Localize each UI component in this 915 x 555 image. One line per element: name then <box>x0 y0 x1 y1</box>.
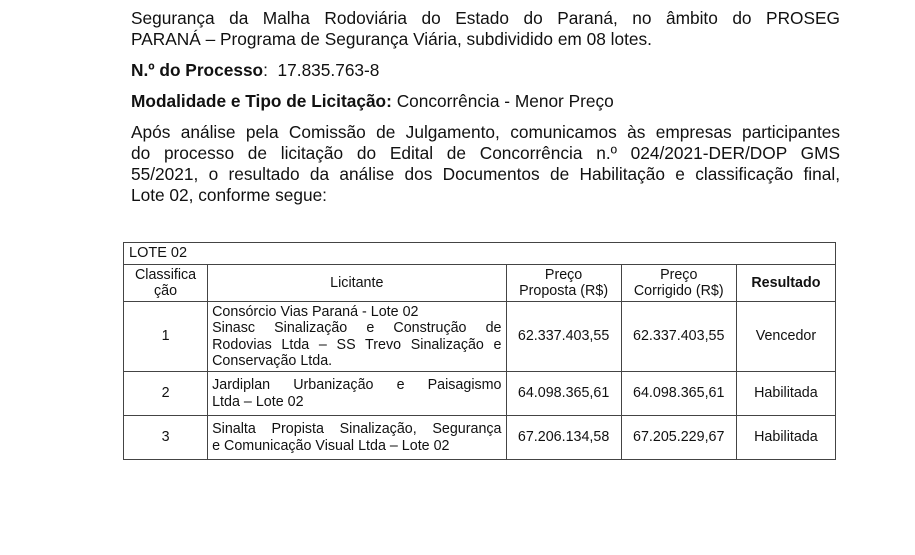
cell-classificacao: 1 <box>124 302 208 372</box>
cell-preco-corrigido: 64.098.365,61 <box>621 372 736 416</box>
cell-preco-proposta: 64.098.365,61 <box>506 372 621 416</box>
header-classificacao-line2: ção <box>154 283 178 299</box>
header-preco-proposta-line1: Preço <box>544 266 583 283</box>
modalidade-label: Modalidade e Tipo de Licitação: <box>131 91 392 111</box>
header-classificacao-line1: Classifica <box>134 266 197 283</box>
licitante-line: Sinasc Sinalização e Construção de <box>212 320 502 336</box>
licitante-line: Jardiplan Urbanização e Paisagismo <box>212 377 502 393</box>
cell-preco-corrigido: 62.337.403,55 <box>621 302 736 372</box>
cell-classificacao: 2 <box>124 372 208 416</box>
result-paragraph <box>131 122 840 206</box>
header-preco-proposta-line2: Proposta (R$) <box>519 283 609 299</box>
licitante-line: e Comunicação Visual Ltda – Lote 02 <box>212 437 450 454</box>
intro-paragraph <box>131 8 840 50</box>
licitante-line: Conservação Ltda. <box>212 353 333 369</box>
paragraph-line: Lote 02, conforme segue: <box>131 185 327 205</box>
cell-preco-proposta: 67.206.134,58 <box>506 416 621 460</box>
cell-resultado: Habilitada <box>736 372 835 416</box>
header-preco-corrigido <box>621 265 736 302</box>
cell-resultado: Habilitada <box>736 416 835 460</box>
header-classificacao <box>124 265 208 302</box>
paragraph-line: Após análise pela Comissão de Julgamento, comunicamos às empresas participantes <box>131 122 840 142</box>
intro-line: PARANÁ – Programa de Segurança Viária, subdividido em 08 lotes. <box>131 29 652 49</box>
paragraph-line: do processo de licitação do Edital de Concorrência n.º 024/2021-DER/DOP GMS <box>131 143 840 163</box>
cell-preco-proposta: 62.337.403,55 <box>506 302 621 372</box>
licitante-line: Ltda – Lote 02 <box>212 393 304 410</box>
header-preco-corrigido-line1: Preço <box>660 266 698 283</box>
paragraph-line: 55/2021, o resultado da análise dos Documentos de Habilitação e classificação final, <box>131 164 840 184</box>
table-row <box>124 302 836 372</box>
cell-licitante <box>208 372 506 416</box>
cell-licitante <box>208 302 506 372</box>
table-row <box>124 416 836 460</box>
intro-line: Segurança da Malha Rodoviária do Estado do Paraná, no âmbito do PROSEG <box>131 8 840 28</box>
table-row <box>124 372 836 416</box>
processo-field <box>131 60 840 81</box>
document-body <box>131 0 840 206</box>
licitante-line: Consórcio Vias Paraná - Lote 02 <box>212 303 419 320</box>
table-title-row <box>124 243 836 265</box>
header-resultado: Resultado <box>736 265 835 302</box>
modalidade-value: Concorrência - Menor Preço <box>396 91 614 111</box>
licitante-line: Rodovias Ltda – SS Trevo Sinalização e <box>212 336 502 353</box>
cell-licitante <box>208 416 506 460</box>
lote-results-table <box>123 242 836 460</box>
header-preco-proposta <box>506 265 621 302</box>
processo-label: N.º do Processo <box>131 60 264 80</box>
licitante-line: Sinalta Propista Sinalização, Segurança <box>212 421 502 437</box>
cell-classificacao: 3 <box>124 416 208 460</box>
cell-preco-corrigido: 67.205.229,67 <box>621 416 736 460</box>
header-licitante: Licitante <box>208 265 506 302</box>
lote-title: LOTE 02 <box>124 243 836 265</box>
cell-resultado: Vencedor <box>736 302 835 372</box>
processo-separator: : <box>263 60 268 80</box>
processo-value: 17.835.763-8 <box>277 60 380 80</box>
modalidade-field <box>131 91 840 112</box>
header-preco-corrigido-line2: Corrigido (R$) <box>633 283 724 299</box>
table-header-row <box>124 265 836 302</box>
